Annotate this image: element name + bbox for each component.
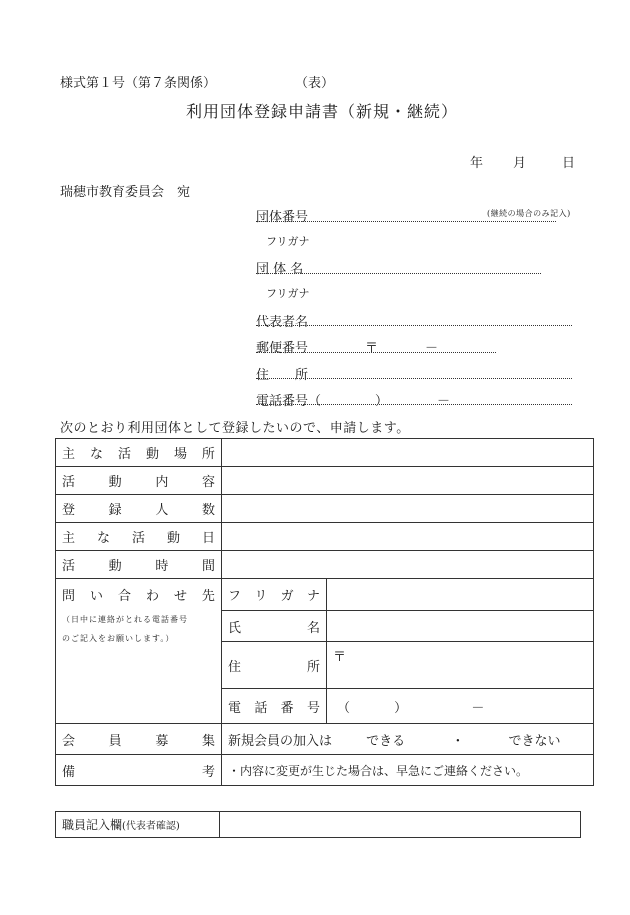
recruit-yes-option[interactable]: できる [366, 733, 406, 749]
spread-label [62, 471, 215, 490]
form-number: 様式第１号（第７条関係） [60, 76, 217, 91]
activity-place-cell[interactable] [222, 439, 594, 467]
contact-furigana-cell[interactable] [327, 579, 594, 611]
staff-entry-cell[interactable] [220, 812, 581, 838]
label-char: ガ [280, 589, 294, 604]
table-row [56, 724, 594, 755]
remarks-text: ・内容に変更が生じた場合は、早急にご連絡ください。 [228, 763, 529, 778]
label-char: 活 [62, 559, 76, 574]
label-char: 名 [306, 620, 320, 636]
staff-label: 職員記入欄 [62, 818, 123, 832]
contact-address-label-cell [222, 642, 327, 689]
label-char: な [96, 531, 110, 546]
table-row [56, 467, 594, 495]
label-char: 人 [155, 503, 169, 518]
label-char: 動 [108, 475, 122, 490]
label-char: 容 [201, 475, 215, 490]
statement: 次のとおり利用団体として登録したいので、申請します。 [60, 421, 410, 436]
activity-table [55, 438, 594, 786]
table-row [56, 812, 581, 838]
label-char: 間 [201, 559, 215, 574]
spread-label [228, 656, 320, 675]
group-name-label: 団 体 名 [256, 262, 304, 277]
postal-line[interactable] [256, 352, 496, 353]
recruit-no-option[interactable]: できない [508, 733, 561, 749]
table-row [56, 439, 594, 467]
label-char: ナ [306, 589, 320, 604]
label-char: 録 [108, 503, 122, 518]
row-label [56, 467, 222, 495]
staff-box [55, 811, 581, 838]
label-char: 集 [201, 733, 215, 749]
label-char: な [89, 447, 103, 462]
label-char: 住 [228, 659, 242, 675]
label-char: 主 [62, 531, 76, 546]
spread-label [228, 697, 320, 716]
label-char: 動 [145, 447, 159, 462]
table-row [56, 523, 594, 551]
postal-dash: － [425, 341, 439, 356]
spread-label [62, 761, 215, 780]
contact-label [62, 585, 215, 604]
spread-label [62, 499, 215, 518]
address-label: 住 所 [256, 368, 309, 383]
label-char: 合 [117, 589, 131, 604]
date-month: 月 [513, 156, 527, 171]
label-char: 員 [108, 733, 122, 749]
group-number-line[interactable] [256, 221, 556, 222]
phone-dash: － [437, 394, 451, 409]
contact-phone-cell[interactable] [327, 689, 594, 724]
spread-label [62, 527, 215, 546]
recruit-separator: ・ [451, 733, 465, 749]
label-char: 主 [62, 447, 76, 462]
form-side: （表） [295, 76, 335, 91]
contact-phone-label-cell [222, 689, 327, 724]
spread-label [62, 555, 215, 574]
contact-name-cell[interactable] [327, 611, 594, 642]
table-row [56, 755, 594, 786]
label-char: 問 [62, 589, 76, 604]
postal-label: 郵便番号 [256, 341, 309, 356]
contact-furigana-label-cell [222, 579, 327, 611]
table-row [56, 551, 594, 579]
label-char: 番 [280, 700, 294, 716]
label-char: 日 [201, 531, 215, 546]
row-label [56, 495, 222, 523]
label-char: 活 [131, 531, 145, 546]
label-char: 募 [155, 733, 169, 749]
label-char: 活 [117, 447, 131, 462]
label-char: 電 [228, 700, 242, 716]
row-label [56, 551, 222, 579]
spread-label [62, 443, 215, 462]
date-year: 年 [470, 156, 484, 171]
furigana-label-2: フリガナ [266, 287, 310, 300]
table-row [56, 579, 594, 611]
phone-line[interactable] [256, 404, 572, 405]
label-char: い [89, 589, 103, 604]
contact-address-cell[interactable] [327, 642, 594, 689]
label-char: 氏 [228, 620, 242, 636]
spread-label [228, 617, 320, 636]
postal-mark: 〒 [365, 341, 379, 356]
contact-phone-close: ） [394, 700, 408, 716]
phone-close-paren: ） [375, 394, 389, 409]
row-label [56, 439, 222, 467]
group-number-note: (継続の場合のみ記入) [487, 209, 571, 218]
contact-postal-mark: 〒 [333, 650, 347, 665]
label-char: フ [228, 589, 242, 604]
label-char: 会 [62, 733, 76, 749]
activity-day-cell[interactable] [222, 523, 594, 551]
spread-label [228, 585, 320, 604]
recruit-cell[interactable] [222, 724, 594, 755]
label-char: 活 [62, 475, 76, 490]
label-char: わ [145, 589, 159, 604]
date-day: 日 [562, 156, 576, 171]
phone-label: 電話番号（ [256, 394, 322, 409]
furigana-label-1: フリガナ [266, 235, 310, 248]
contact-phone-open: （ [337, 700, 351, 716]
addressee: 瑞穂市教育委員会 宛 [60, 185, 191, 200]
label-char: リ [254, 589, 268, 604]
label-char: 先 [201, 589, 215, 604]
label-char: 号 [306, 700, 320, 716]
label-char: 話 [254, 700, 268, 716]
group-number-label: 団体番号 [256, 210, 309, 225]
label-char: 登 [62, 503, 76, 518]
row-label [56, 724, 222, 755]
page-title: 利用団体登録申請書（新規・継続） [186, 102, 459, 121]
activity-time-cell[interactable] [222, 551, 594, 579]
staff-note: (代表者確認) [122, 821, 180, 832]
remarks-cell[interactable] [222, 755, 594, 786]
label-char: 所 [201, 447, 215, 462]
address-line[interactable] [256, 378, 572, 379]
contact-note-1: （日中に連絡がとれる電話番号 [62, 615, 188, 624]
label-char: 数 [201, 503, 215, 518]
label-char: 備 [62, 764, 76, 780]
table-row [56, 495, 594, 523]
activity-content-cell[interactable] [222, 467, 594, 495]
label-char: 内 [155, 475, 169, 490]
label-char: 時 [155, 559, 169, 574]
spread-label [62, 730, 215, 749]
label-char: 動 [108, 559, 122, 574]
staff-label-cell [56, 812, 220, 838]
recruit-text: 新規会員の加入は [228, 733, 333, 749]
label-char: 動 [166, 531, 180, 546]
label-char: 考 [201, 764, 215, 780]
group-name-line[interactable] [256, 273, 541, 274]
member-count-cell[interactable] [222, 495, 594, 523]
label-char: せ [173, 589, 187, 604]
representative-label: 代表者名 [256, 315, 309, 330]
contact-phone-dash: － [471, 700, 485, 716]
representative-line[interactable] [256, 325, 572, 326]
contact-label-cell [56, 579, 222, 724]
contact-name-label-cell [222, 611, 327, 642]
label-char: 所 [306, 659, 320, 675]
row-label [56, 755, 222, 786]
row-label [56, 523, 222, 551]
contact-note-2: のご記入をお願いします。） [62, 634, 175, 643]
label-char: 場 [173, 447, 187, 462]
